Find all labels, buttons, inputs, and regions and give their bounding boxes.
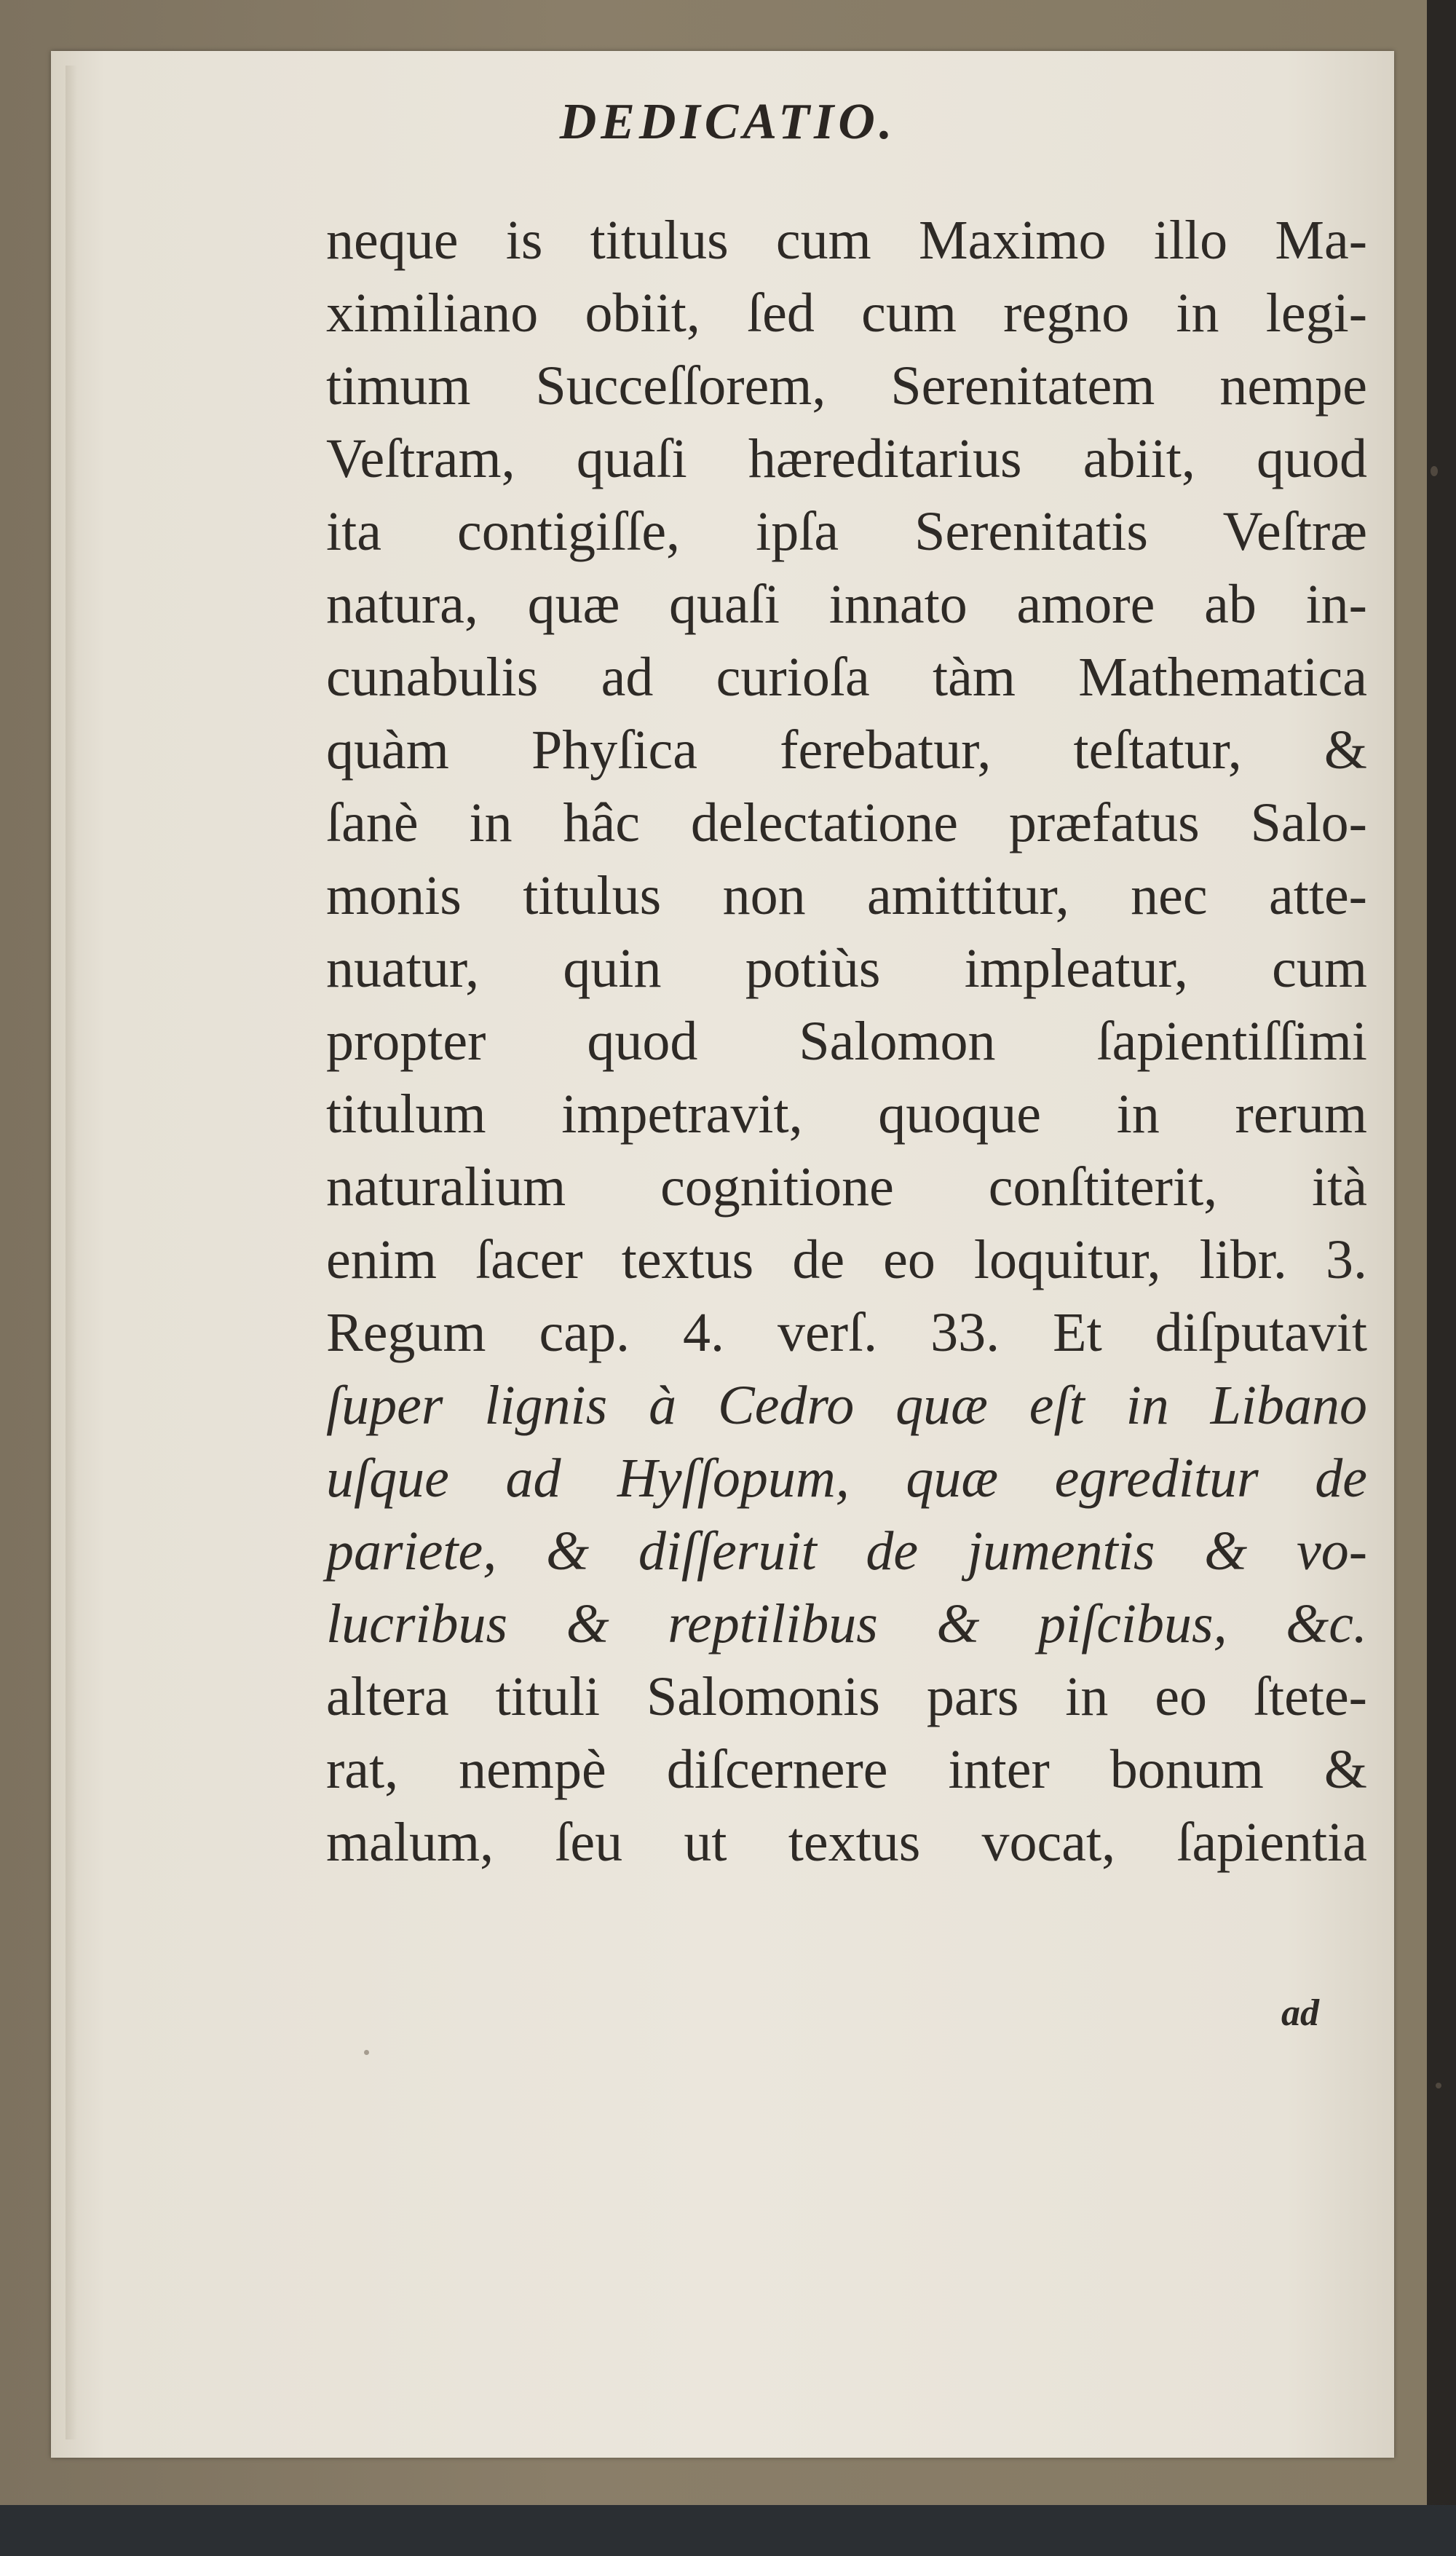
text-line: malum, ſeu ut textus vocat, ſapientia (326, 1812, 1367, 1873)
text-line: propter quod Salomon ſapientiſſimi (326, 1011, 1367, 1072)
paper-fleck (364, 2050, 369, 2055)
text-line: ita contigiſſe, ipſa Serenitatis Veſtræ (326, 501, 1367, 562)
text-line: natura, quæ quaſi innato amore ab in- (326, 574, 1367, 635)
paper-fleck (1431, 466, 1438, 476)
text-line: Regum cap. 4. verſ. 33. Et diſputavit (326, 1302, 1367, 1363)
text-line: naturalium cognitione conſtiterit, ità (326, 1156, 1367, 1218)
text-line-italic: ſuper lignis à Cedro quæ eſt in Libano (326, 1375, 1367, 1436)
text-line: rat, nempè diſcernere inter bonum & (326, 1739, 1367, 1800)
text-line: neque is titulus cum Maximo illo Ma- (326, 210, 1367, 271)
text-line: enim ſacer textus de eo loquitur, libr. 3. (326, 1229, 1367, 1290)
text-line-italic: pariete, & diſſeruit de jumentis & vo- (326, 1520, 1367, 1582)
text-line: titulum impetravit, quoque in rerum (326, 1084, 1367, 1145)
text-line: timum Succeſſorem, Serenitatem nempe (326, 355, 1367, 417)
paper-fleck (1436, 2083, 1441, 2088)
text-block (326, 204, 1367, 1879)
text-line: ximiliano obiit, ſed cum regno in legi- (326, 283, 1367, 344)
text-line: quàm Phyſica ferebatur, teſtatur, & (326, 719, 1367, 781)
text-line: ſanè in hâc delectatione præfatus Salo- (326, 792, 1367, 853)
text-line: altera tituli Salomonis pars in eo ſtete- (326, 1666, 1367, 1727)
text-line: Veſtram, quaſi hæreditarius abiit, quod (326, 428, 1367, 489)
text-line: monis titulus non amittitur, nec atte- (326, 865, 1367, 926)
text-line: nuatur, quin potiùs impleatur, cum (326, 938, 1367, 999)
running-head: DEDICATIO. (559, 94, 897, 150)
text-line: cunabulis ad curioſa tàm Mathematica (326, 647, 1367, 708)
scan-background-strip (0, 2505, 1456, 2556)
text-line-italic: lucribus & reptilibus & piſcibus, &c. (326, 1593, 1367, 1654)
page-gutter-shadow (66, 66, 77, 2439)
text-line-italic: uſque ad Hyſſopum, quæ egreditur de (326, 1448, 1367, 1509)
catchword: ad (1281, 1992, 1319, 2034)
